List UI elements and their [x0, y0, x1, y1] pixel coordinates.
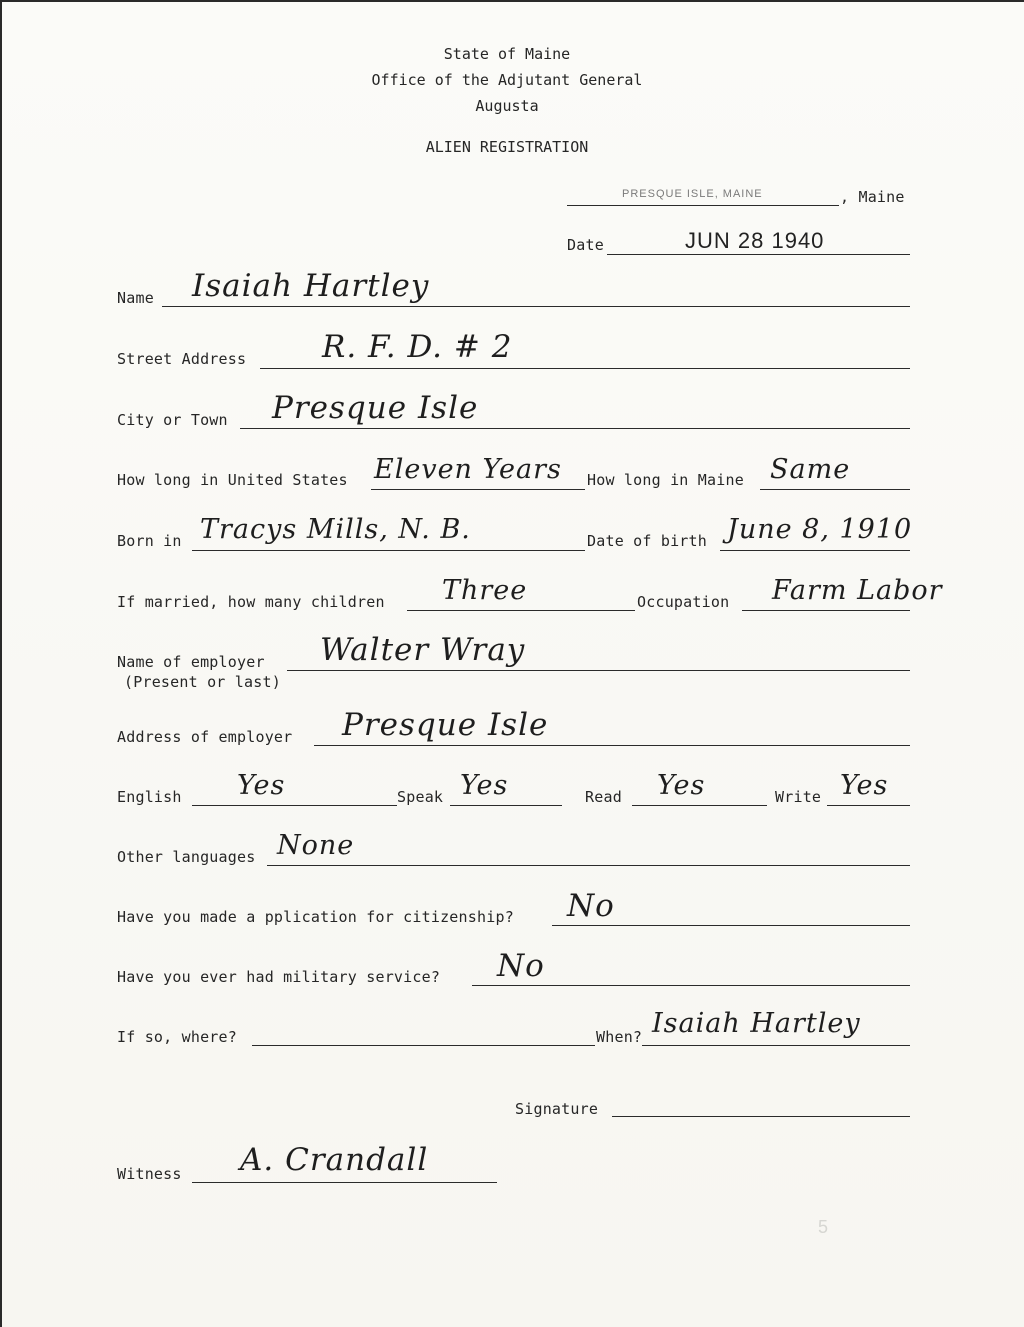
- write-label: Write: [775, 788, 822, 806]
- signature-line: [612, 1116, 910, 1117]
- citizenship-value: No: [567, 888, 615, 924]
- other-languages-value: None: [277, 830, 355, 861]
- occupation-value: Farm Labor: [772, 575, 943, 606]
- citizenship-line: [552, 925, 910, 926]
- where-label: If so, where?: [117, 1028, 237, 1046]
- signature-label: Signature: [515, 1100, 599, 1118]
- footer-mark: 5: [818, 1217, 832, 1237]
- where-line: [252, 1045, 595, 1046]
- military-line: [472, 985, 910, 986]
- header-office: Office of the Adjutant General: [371, 71, 643, 89]
- born-in-value: Tracys Mills, N. B.: [200, 514, 471, 545]
- signature-value: Isaiah Hartley: [652, 1008, 861, 1039]
- dob-line: [720, 550, 910, 551]
- us-years-value: Eleven Years: [374, 454, 562, 485]
- english-line: [192, 805, 397, 806]
- children-label: If married, how many children: [117, 593, 385, 611]
- occupation-label: Occupation: [637, 593, 730, 611]
- speak-value: Yes: [460, 770, 509, 801]
- us-years-label: How long in United States: [117, 471, 348, 489]
- citizenship-label: Have you made a pplication for citizenship?: [117, 908, 514, 926]
- maine-years-value: Same: [770, 454, 851, 485]
- dob-label: Date of birth: [587, 532, 707, 550]
- born-in-label: Born in: [117, 532, 182, 550]
- date-label: Date: [567, 236, 604, 254]
- read-line: [632, 805, 767, 806]
- children-line: [407, 610, 635, 611]
- military-value: No: [497, 948, 545, 984]
- city-line: [240, 428, 910, 429]
- employer-line: [287, 670, 910, 671]
- other-languages-line: [267, 865, 910, 866]
- place-stamp: PRESQUE ISLE, MAINE: [622, 188, 763, 200]
- place-line: [567, 205, 839, 206]
- witness-value: A. Crandall: [240, 1142, 429, 1178]
- english-value: Yes: [237, 770, 286, 801]
- employer-sublabel: (Present or last): [124, 673, 281, 691]
- employer-address-label: Address of employer: [117, 728, 293, 746]
- other-languages-label: Other languages: [117, 848, 256, 866]
- name-line: [162, 306, 910, 307]
- form-title: ALIEN REGISTRATION: [425, 138, 589, 156]
- header-city: Augusta: [475, 97, 539, 115]
- when-label: When?: [596, 1028, 643, 1046]
- city-label: City or Town: [117, 411, 228, 429]
- name-label: Name: [117, 289, 154, 307]
- maine-years-label: How long in Maine: [587, 471, 744, 489]
- us-years-line: [371, 489, 585, 490]
- employer-address-line: [314, 745, 910, 746]
- street-line: [260, 368, 910, 369]
- read-label: Read: [585, 788, 622, 806]
- when-line: [642, 1045, 910, 1046]
- date-line: [607, 254, 910, 255]
- born-in-line: [192, 550, 585, 551]
- date-stamp: JUN 28 1940: [685, 228, 825, 253]
- write-value: Yes: [840, 770, 889, 801]
- place-suffix: , Maine: [840, 188, 905, 206]
- write-line: [827, 805, 910, 806]
- header-state: State of Maine: [443, 45, 571, 63]
- speak-line: [450, 805, 562, 806]
- street-value: R. F. D. # 2: [322, 329, 513, 365]
- read-value: Yes: [657, 770, 706, 801]
- name-value: Isaiah Hartley: [192, 268, 430, 304]
- speak-label: Speak: [397, 788, 444, 806]
- employer-label: Name of employer: [117, 653, 265, 671]
- occupation-line: [742, 610, 910, 611]
- children-value: Three: [442, 575, 528, 606]
- employer-value: Walter Wray: [320, 632, 526, 668]
- street-label: Street Address: [117, 350, 247, 368]
- military-label: Have you ever had military service?: [117, 968, 441, 986]
- witness-line: [192, 1182, 497, 1183]
- english-label: English: [117, 788, 182, 806]
- witness-label: Witness: [117, 1165, 182, 1183]
- city-value: Presque Isle: [272, 390, 479, 426]
- maine-years-line: [760, 489, 910, 490]
- dob-value: June 8, 1910: [727, 514, 913, 545]
- employer-address-value: Presque Isle: [342, 707, 549, 743]
